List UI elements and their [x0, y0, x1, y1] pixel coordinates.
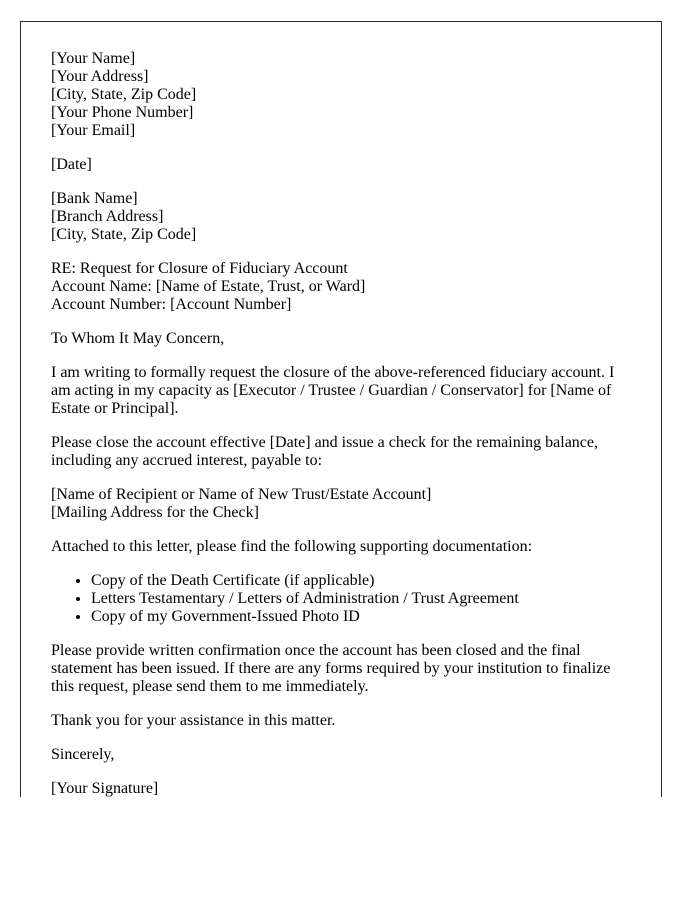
bank-name-line: [Bank Name] [51, 190, 138, 207]
subject-block [51, 260, 632, 314]
paragraph-close-instruction: Please close the account effective [Date] and issue a check for the remaining balance, including any accrued interest, payable to: [51, 434, 598, 469]
recipient-block [51, 190, 632, 244]
sender-name-line: [Your Name] [51, 50, 136, 67]
paragraph-request: I am writing to formally request the closure of the above-referenced fiduciary account. I am acting in my capacity as [Executor / Trustee / Guardian / Conservator] for [Name of Estate or Principal]. [51, 364, 615, 417]
payee-mailing-line: [Mailing Address for the Check] [51, 504, 259, 521]
payee-block [51, 486, 632, 522]
letter-frame [20, 21, 662, 797]
attachment-item-death-certificate: • Copy of the Death Certificate (if applicable) [91, 572, 632, 590]
signature-placeholder: [Your Signature] [51, 780, 159, 797]
date-line: [Date] [51, 156, 92, 173]
sender-block [51, 50, 632, 140]
sender-phone-line: [Your Phone Number] [51, 104, 194, 121]
attachment-item-photo-id: • Copy of my Government-Issued Photo ID [91, 608, 632, 626]
paragraph-thanks: Thank you for your assistance in this matter. [51, 712, 336, 729]
account-number-line: Account Number: [Account Number] [51, 296, 292, 313]
branch-address-line: [Branch Address] [51, 208, 164, 225]
recipient-city-state-zip-line: [City, State, Zip Code] [51, 226, 197, 243]
attachment-item-letters-testamentary: • Letters Testamentary / Letters of Administration / Trust Agreement [91, 590, 632, 608]
salutation: To Whom It May Concern, [51, 330, 225, 347]
paragraph-attachments-intro: Attached to this letter, please find the following supporting documentation: [51, 538, 533, 555]
signoff: Sincerely, [51, 746, 115, 763]
attachments-list [51, 572, 632, 626]
re-line: RE: Request for Closure of Fiduciary Account [51, 260, 348, 277]
sender-address-line: [Your Address] [51, 68, 149, 85]
account-name-line: Account Name: [Name of Estate, Trust, or Ward] [51, 278, 366, 295]
payee-recipient-line: [Name of Recipient or Name of New Trust/Estate Account] [51, 486, 432, 503]
sender-city-state-zip-line: [City, State, Zip Code] [51, 86, 197, 103]
sender-email-line: [Your Email] [51, 122, 136, 139]
paragraph-confirmation: Please provide written confirmation once the account has been closed and the final statement has been issued. If there are any forms required by your institution to finalize this request, please send them to me immediately. [51, 642, 611, 695]
